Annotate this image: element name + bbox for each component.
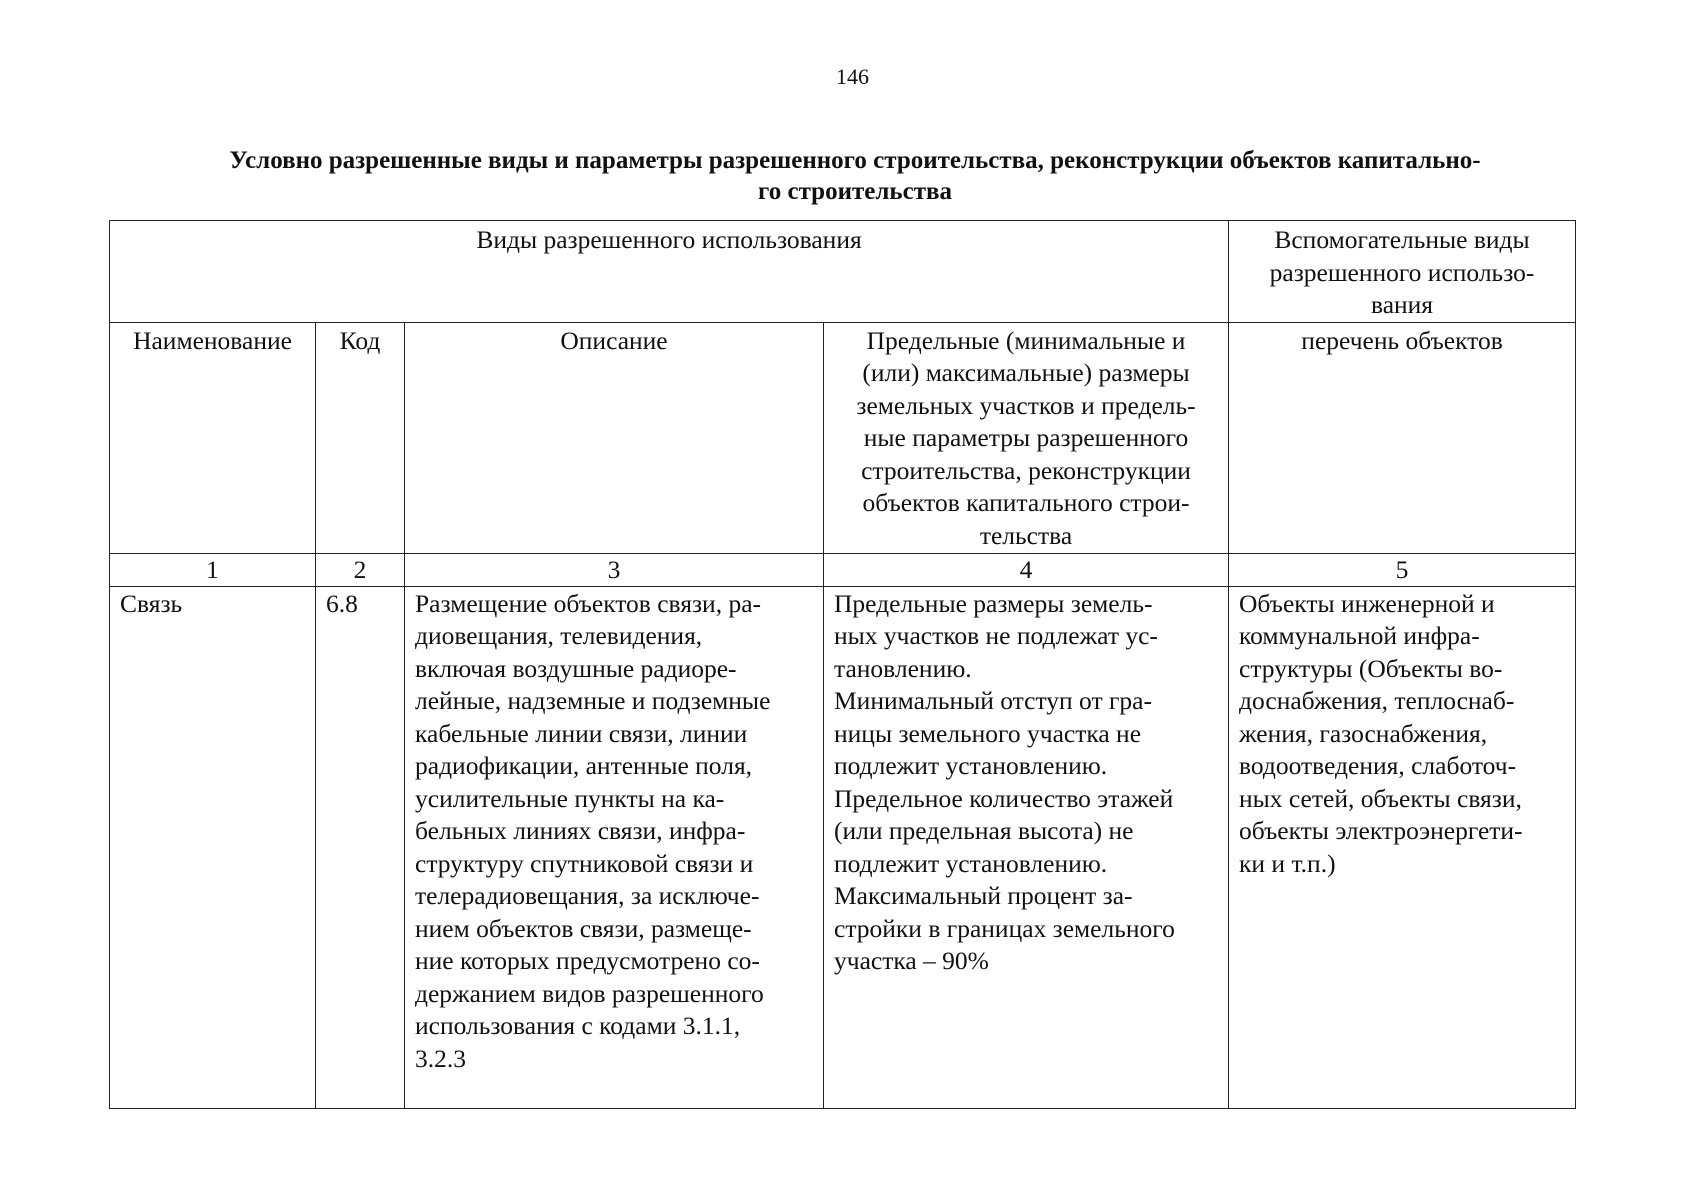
cell-line: диовещания, телевидения, — [415, 621, 703, 650]
group-header-aux — [1229, 221, 1576, 323]
column-header-code: Код — [316, 322, 405, 553]
cell-line: тановлению. — [834, 653, 972, 683]
header-line: ные параметры разрешенного — [863, 423, 1189, 452]
column-header-name: Наименование — [110, 322, 316, 553]
cell-line: включая воздушные радиоре- — [415, 653, 737, 683]
cell-line: ных сетей, объекты связи, — [1239, 783, 1522, 813]
header-line: Вспомогательные виды — [1274, 225, 1530, 254]
header-line: вания — [1370, 290, 1434, 319]
cell-line: структуры (Объекты во- — [1239, 653, 1503, 683]
cell-line: стройки в границах земельного — [834, 913, 1175, 943]
cell-line: ние которых предусмотрено со- — [415, 946, 760, 975]
cell-line: Минимальный отступ от гра- — [834, 686, 1152, 715]
title-line: го строительства — [758, 178, 952, 205]
cell-line: жения, газоснабжения, — [1239, 718, 1488, 748]
cell-line: лейные, надземные и подземные — [415, 686, 771, 715]
header-line: (или) максимальные) размеры — [862, 358, 1190, 387]
cell-line: 3.2.3 — [415, 1043, 466, 1073]
cell-line: кабельные линии связи, линии — [415, 718, 748, 748]
cell-line: Максимальный процент за- — [834, 881, 1133, 910]
cell-line: подлежит установлению. — [834, 751, 1108, 780]
header-line: строительства, реконструкции — [861, 455, 1191, 485]
column-number: 3 — [405, 553, 824, 586]
header-line: Предельные (минимальные и — [866, 325, 1186, 355]
cell-line: усилительные пункты на ка- — [415, 783, 725, 813]
cell-line: Предельные размеры земель- — [834, 588, 1153, 618]
permitted-use-table — [109, 220, 1576, 1109]
header-line: тельства — [979, 520, 1073, 550]
column-number: 2 — [316, 553, 405, 586]
cell-name: Связь — [110, 586, 316, 1108]
header-line: разрешенного использо- — [1269, 257, 1535, 287]
cell-line: ных участков не подлежат ус- — [834, 621, 1158, 650]
cell-code: 6.8 — [316, 586, 405, 1108]
page-number: 146 — [836, 64, 869, 89]
column-header-description: Описание — [405, 322, 824, 553]
cell-line: радиофикации, антенные поля, — [415, 751, 753, 780]
cell-line: коммунальной инфра- — [1239, 621, 1480, 650]
cell-line: структуру спутниковой связи и — [415, 848, 754, 878]
cell-line: использования с кодами 3.1.1, — [415, 1011, 741, 1040]
header-line: земельных участков и предель- — [856, 390, 1196, 420]
cell-line: телерадиовещания, за исключе- — [415, 881, 760, 910]
cell-line: Размещение объектов связи, ра- — [415, 588, 762, 618]
column-number: 1 — [110, 553, 316, 586]
cell-objects — [1229, 586, 1576, 1108]
title-line: Условно разрешенные виды и параметры разрешенного строительства, реконструкции объектов капитально- — [229, 147, 1481, 174]
cell-line: водоотведения, слаботоч- — [1239, 751, 1517, 780]
cell-line: ки и т.п.) — [1239, 848, 1336, 878]
cell-line: бельных линиях связи, инфра- — [415, 816, 746, 845]
cell-line: объекты электроэнергети- — [1239, 816, 1523, 845]
document-title — [155, 145, 1555, 207]
cell-line: участка – 90% — [834, 946, 989, 975]
cell-limits — [824, 586, 1229, 1108]
column-header-objects: перечень объектов — [1229, 322, 1576, 553]
column-number: 5 — [1229, 553, 1576, 586]
cell-line: Предельное количество этажей — [834, 783, 1174, 813]
group-header-main: Виды разрешенного использования — [110, 221, 1229, 323]
cell-line: доснабжения, теплоснаб- — [1239, 686, 1515, 715]
cell-description — [405, 586, 824, 1108]
table-row — [110, 586, 1576, 1108]
cell-line: подлежит установлению. — [834, 848, 1108, 878]
cell-line: ницы земельного участка не — [834, 718, 1142, 748]
cell-line: Объекты инженерной и — [1239, 588, 1495, 618]
cell-line: (или предельная высота) не — [834, 816, 1134, 845]
cell-line: нием объектов связи, размеще- — [415, 913, 752, 943]
column-header-limits — [824, 322, 1229, 553]
column-number: 4 — [824, 553, 1229, 586]
cell-line: держанием видов разрешенного — [415, 978, 764, 1008]
header-line: объектов капитального строи- — [862, 488, 1190, 517]
